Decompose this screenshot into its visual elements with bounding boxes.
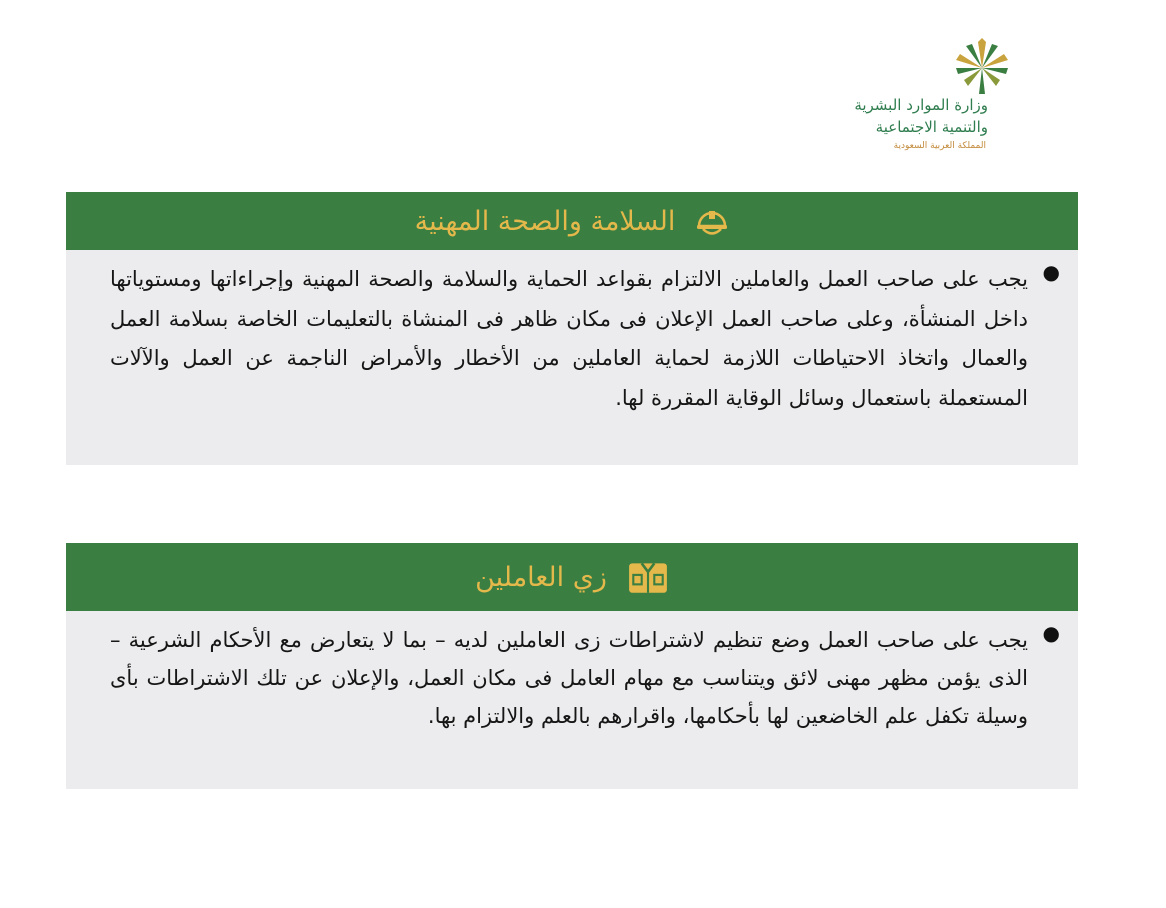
palm-tree-logo-icon bbox=[952, 38, 1012, 96]
hard-hat-icon bbox=[695, 204, 729, 238]
uniform-section-body bbox=[66, 611, 1078, 789]
safety-section-body bbox=[66, 250, 1078, 465]
bullet-icon: ● bbox=[1042, 260, 1060, 284]
safety-paragraph: يجب على صاحب العمل والعاملين الالتزام بقواعد الحماية والسلامة والصحة المهنية وإجراءاتها ومستوياتها داخل المنشأة، وعلى صاحب العمل الإعلان فى مكان ظاهر فى المنشاة بالتعليمات الخاصة بسلامة العمل والعمال واتخاذ الاحتياطات اللازمة لحماية العاملين من الأخطار والأمراض الناجمة عن العمل والآلات المستعملة باستعمال وسائل الوقاية المقررة لها. bbox=[110, 267, 1028, 410]
logo-line-2: والتنمية الاجتماعية bbox=[875, 118, 988, 136]
uniform-icon bbox=[627, 559, 669, 595]
safety-section-header bbox=[66, 192, 1078, 250]
uniform-section-header bbox=[66, 543, 1078, 611]
logo-line-1: وزارة الموارد البشرية bbox=[854, 96, 988, 114]
safety-section-title: السلامة والصحة المهنية bbox=[414, 205, 676, 237]
uniform-paragraph: يجب على صاحب العمل وضع تنظيم لاشتراطات زى العاملين لديه – بما لا يتعارض مع الأحكام الشرعية – الذى يؤمن مظهر مهنى لائق ويتناسب مع مهام العامل فى مكان العمل، والإعلان عن تلك الاشتراطات بأى وسيلة تكفل علم الخاضعين لها بأحكامها، واقرارهم بالعلم والالتزام بها. bbox=[110, 628, 1028, 728]
logo-line-3: المملكة العربية السعودية bbox=[893, 141, 986, 151]
bullet-icon: ● bbox=[1042, 621, 1060, 645]
ministry-logo bbox=[848, 38, 998, 158]
uniform-section-title: زي العاملين bbox=[475, 561, 607, 593]
uniform-section bbox=[66, 543, 1078, 789]
safety-section bbox=[66, 192, 1078, 465]
